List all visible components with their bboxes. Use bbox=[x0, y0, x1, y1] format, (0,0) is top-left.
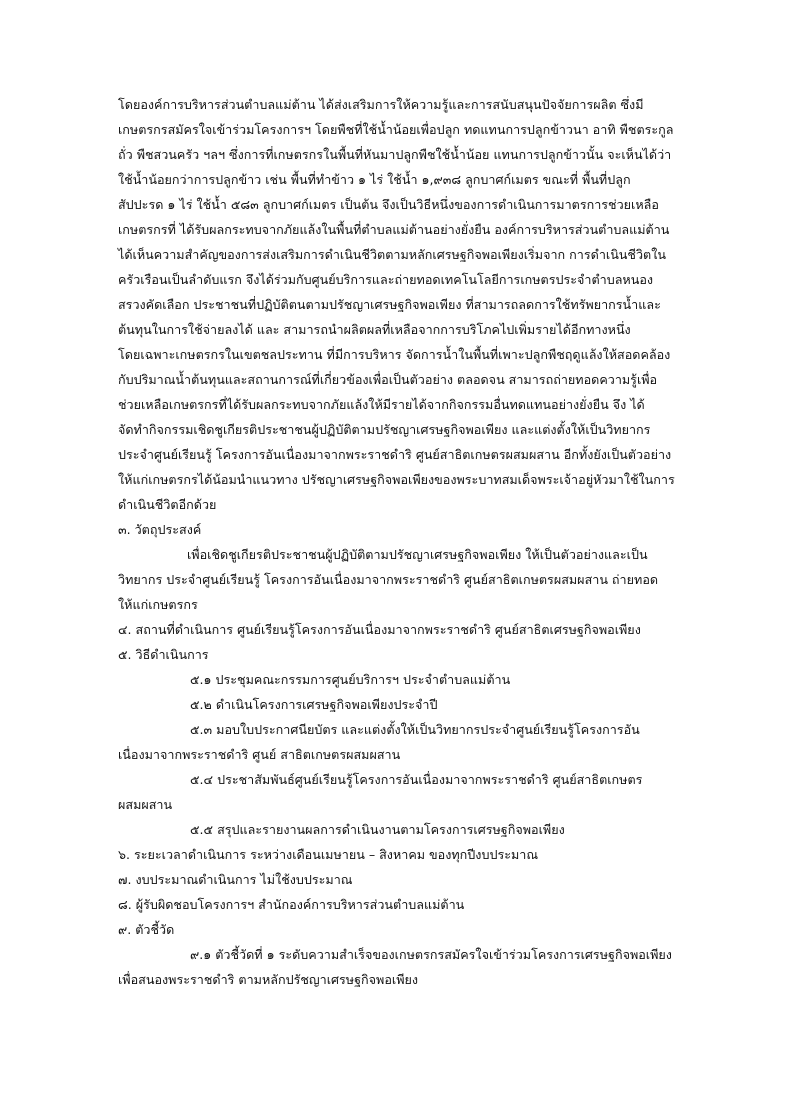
intro-line-7: ได้เห็นความสำคัญของการส่งเสริมการดำเนินชีวิตตามหลักเศรษฐกิจพอเพียงเริ่มจาก การดำเนินชีวิตใน bbox=[118, 247, 666, 262]
intro-line-11: โดยเฉพาะเกษตรกรในเขตชลประทาน ที่มีการบริหาร จัดการน้ำในพื้นที่เพาะปลูกพืชฤดูแล้งให้สอดคล้อง bbox=[118, 347, 671, 362]
section-3-line-3: ให้แก่เกษตรกร bbox=[118, 597, 198, 612]
intro-line-12: กับปริมาณน้ำต้นทุนและสถานการณ์ที่เกี่ยวข้องเพื่อเป็นตัวอย่าง ตลอดจน สามารถถ่ายทอดความรู้เพื่อ bbox=[118, 372, 658, 387]
section-3-line-1: เพื่อเชิดชูเกียรติประชาชนผู้ปฏิบัติตามปรัชญาเศรษฐกิจพอเพียง ให้เป็นตัวอย่างและเป็น bbox=[187, 547, 648, 562]
section-5-heading: ๕. วิธีดำเนินการ bbox=[118, 647, 209, 662]
intro-line-1: โดยองค์การบริหารส่วนตำบลแม่ต้าน ได้ส่งเสริมการให้ความรู้และการสนับสนุนปัจจัยการผลิต ซึ่งมี bbox=[118, 97, 644, 112]
section-5-item-1: ๕.๑ ประชุมคณะกรรมการศูนย์บริการฯ ประจำตำบลแม่ต้าน bbox=[190, 672, 511, 687]
section-9-heading: ๙. ตัวชี้วัด bbox=[118, 922, 175, 937]
section-5-item-3: ๕.๓ มอบใบประกาศนียบัตร และแต่งตั้งให้เป็นวิทยากรประจำศูนย์เรียนรู้โครงการอัน bbox=[190, 722, 640, 737]
intro-line-4: ใช้น้ำน้อยกว่าการปลูกข้าว เช่น พื้นที่ทำข้าว ๑ ไร่ ใช้น้ำ ๑,๙๓๘ ลูกบาศก์เมตร ขณะที่ พื้นที่ปลูก bbox=[118, 172, 631, 187]
section-3-line-2: วิทยากร ประจำศูนย์เรียนรู้ โครงการอันเนื่องมาจากพระราชดำริ ศูนย์สาธิตเกษตรผสมผสาน ถ่ายทอด bbox=[118, 572, 659, 587]
section-9-item-1-cont: เพื่อสนองพระราชดำริ ตามหลักปรัชญาเศรษฐกิจพอเพียง bbox=[118, 972, 419, 987]
section-8-responsible: ๘. ผู้รับผิดชอบโครงการฯ สำนักองค์การบริหารส่วนตำบลแม่ต้าน bbox=[118, 897, 465, 912]
intro-line-13: ช่วยเหลือเกษตรกรที่ได้รับผลกระทบจากภัยแล้งให้มีรายได้จากกิจกรรมอื่นทดแทนอย่างยั่งยืน จึง ได้ bbox=[118, 397, 645, 412]
intro-line-10: ต้นทุนในการใช้จ่ายลงได้ และ สามารถนำผลิตผลที่เหลือจากการบริโภคไปเพิ่มรายได้อีกทางหนึ่ง bbox=[118, 322, 631, 337]
intro-line-5: สัปปะรด ๑ ไร่ ใช้น้ำ ๕๘๓ ลูกบาศก์เมตร เป็นต้น จึงเป็นวิธีหนึ่งของการดำเนินการมาตรการช่วยเหลือ bbox=[118, 197, 659, 212]
intro-line-16: ให้แก่เกษตรกรได้น้อมนำแนวทาง ปรัชญาเศรษฐกิจพอเพียงของพระบาทสมเด็จพระเจ้าอยู่หัวมาใช้ในการ bbox=[118, 472, 675, 487]
intro-line-15: ประจำศูนย์เรียนรู้ โครงการอันเนื่องมาจากพระราชดำริ ศูนย์สาธิตเกษตรผสมผสาน อีกทั้งยังเป็นตัวอย่าง bbox=[118, 447, 672, 462]
section-5-item-5: ๕.๕ สรุปและรายงานผลการดำเนินงานตามโครงการเศรษฐกิจพอเพียง bbox=[190, 822, 565, 837]
section-5-item-4: ๕.๔ ประชาสัมพันธ์ศูนย์เรียนรู้โครงการอันเนื่องมาจากพระราชดำริ ศูนย์สาธิตเกษตร bbox=[190, 772, 643, 787]
intro-line-6: เกษตรกรที่ ได้รับผลกระทบจากภัยแล้งในพื้นที่ตำบลแม่ต้านอย่างยั่งยืน องค์การบริหารส่วนตำบลแม่ต้าน bbox=[118, 222, 670, 237]
intro-line-3: ถั่ว พืชสวนครัว ฯลฯ ซึ่งการที่เกษตรกรในพื้นที่หันมาปลูกพืชใช้น้ำน้อย แทนการปลูกข้าวนั้น จะเห็นได้ว่า bbox=[118, 147, 672, 162]
section-3-heading: ๓. วัตถุประสงค์ bbox=[118, 522, 202, 537]
intro-line-14: จัดทำกิจกรรมเชิดชูเกียรติประชาชนผู้ปฏิบัติตามปรัชญาเศรษฐกิจพอเพียง และแต่งตั้งให้เป็นวิทยากร bbox=[118, 422, 651, 437]
section-5-item-2: ๕.๒ ดำเนินโครงการเศรษฐกิจพอเพียงประจำปี bbox=[190, 697, 438, 712]
section-7-budget: ๗. งบประมาณดำเนินการ ไม่ใช้งบประมาณ bbox=[118, 872, 353, 887]
section-4-location: ๔. สถานที่ดำเนินการ ศูนย์เรียนรู้โครงการอันเนื่องมาจากพระราชดำริ ศูนย์สาธิตเศรษฐกิจพอเพียง bbox=[118, 622, 641, 637]
intro-line-17: ดำเนินชีวิตอีกด้วย bbox=[118, 497, 217, 512]
section-5-item-3-cont: เนื่องมาจากพระราชดำริ ศูนย์ สาธิตเกษตรผสมผสาน bbox=[118, 747, 401, 762]
intro-line-8: ครัวเรือนเป็นลำดับแรก จึงได้ร่วมกับศูนย์บริการและถ่ายทอดเทคโนโลยีการเกษตรประจำตำบลหนอง bbox=[118, 272, 654, 287]
intro-line-9: สรวงคัดเลือก ประชาชนที่ปฏิบัติตนตามปรัชญาเศรษฐกิจพอเพียง ที่สามารถลดการใช้ทรัพยากรน้ำและ bbox=[118, 297, 661, 312]
intro-line-2: เกษตรกรสมัครใจเข้าร่วมโครงการฯ โดยพืชที่ใช้น้ำน้อยเพื่อปลูก ทดแทนการปลูกข้าวนา อาทิ พืชตระกูล bbox=[118, 122, 674, 137]
section-9-item-1: ๙.๑ ตัวชี้วัดที่ ๑ ระดับความสำเร็จของเกษตรกรสมัครใจเข้าร่วมโครงการเศรษฐกิจพอเพียง bbox=[190, 947, 672, 962]
section-5-item-4-cont: ผสมผสาน bbox=[118, 797, 173, 812]
section-6-duration: ๖. ระยะเวลาดำเนินการ ระหว่างเดือนเมษายน – สิงหาคม ของทุกปีงบประมาณ bbox=[118, 847, 539, 862]
